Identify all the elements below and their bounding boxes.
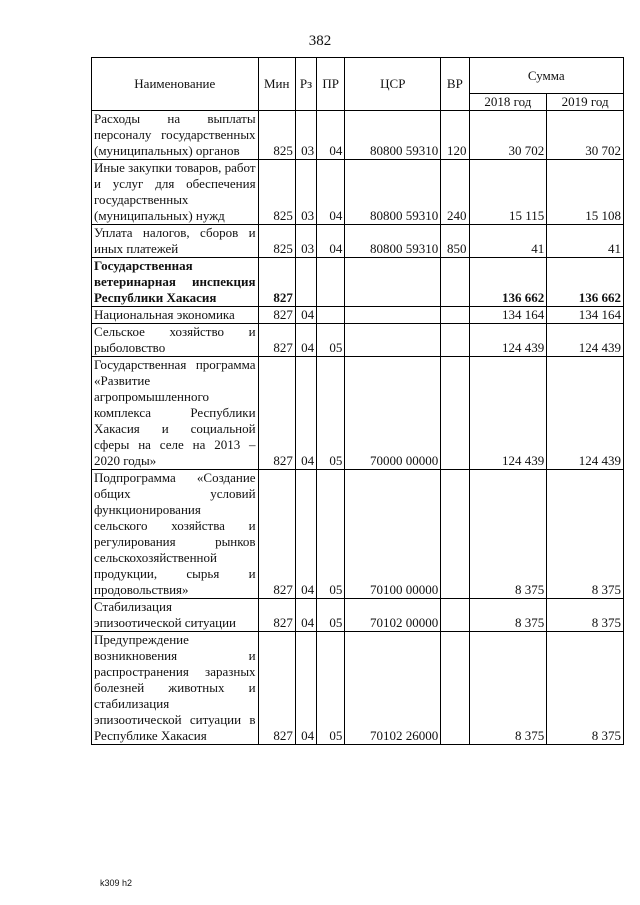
row-sum-2019: 136 662 (547, 258, 624, 307)
row-sum-2018: 15 115 (469, 160, 547, 225)
row-pr: 04 (317, 111, 345, 160)
row-sum-2018: 136 662 (469, 258, 547, 307)
row-pr: 05 (317, 470, 345, 599)
row-min: 825 (258, 111, 295, 160)
row-sum-2018: 8 375 (469, 632, 547, 745)
row-sum-2019: 134 164 (547, 307, 624, 324)
table-row (92, 111, 624, 160)
row-pr: 05 (317, 632, 345, 745)
row-vr (441, 324, 469, 357)
row-sum-2019: 8 375 (547, 470, 624, 599)
header-year-2019: 2019 год (547, 94, 624, 111)
row-rz: 04 (295, 470, 316, 599)
table-row (92, 599, 624, 632)
row-vr: 240 (441, 160, 469, 225)
row-min: 827 (258, 324, 295, 357)
row-csr: 80800 59310 (345, 225, 441, 258)
table-row (92, 258, 624, 307)
row-name: Предупреждение возникновения и распространения заразных болезней животных и стабилизация эпизоотической ситуации в Республике Хакасия (92, 632, 259, 745)
row-pr: 05 (317, 357, 345, 470)
table-row (92, 324, 624, 357)
row-vr: 850 (441, 225, 469, 258)
row-pr: 05 (317, 324, 345, 357)
header-vr: ВР (441, 58, 469, 111)
table-row (92, 307, 624, 324)
row-name: Сельское хозяйство и рыболовство (92, 324, 259, 357)
row-pr: 04 (317, 225, 345, 258)
table-row (92, 225, 624, 258)
row-rz: 04 (295, 307, 316, 324)
table-row (92, 470, 624, 599)
row-rz: 04 (295, 632, 316, 745)
row-rz: 03 (295, 160, 316, 225)
header-rz: Рз (295, 58, 316, 111)
row-min: 827 (258, 258, 295, 307)
row-min: 827 (258, 632, 295, 745)
header-min: Мин (258, 58, 295, 111)
row-sum-2019: 8 375 (547, 599, 624, 632)
header-pr: ПР (317, 58, 345, 111)
row-csr: 80800 59310 (345, 111, 441, 160)
row-sum-2018: 8 375 (469, 599, 547, 632)
row-csr: 70102 26000 (345, 632, 441, 745)
row-vr: 120 (441, 111, 469, 160)
row-min: 825 (258, 160, 295, 225)
row-vr (441, 357, 469, 470)
row-csr (345, 307, 441, 324)
budget-table (91, 57, 624, 745)
row-pr (317, 258, 345, 307)
row-name: Расходы на выплаты персоналу государственных (муниципальных) органов (92, 111, 259, 160)
row-min: 827 (258, 599, 295, 632)
header-year-2018: 2018 год (469, 94, 547, 111)
row-vr (441, 307, 469, 324)
row-sum-2019: 124 439 (547, 357, 624, 470)
table-row (92, 357, 624, 470)
row-min: 827 (258, 357, 295, 470)
row-sum-2018: 41 (469, 225, 547, 258)
row-sum-2019: 30 702 (547, 111, 624, 160)
row-pr: 05 (317, 599, 345, 632)
row-sum-2018: 30 702 (469, 111, 547, 160)
row-vr (441, 470, 469, 599)
row-csr: 70100 00000 (345, 470, 441, 599)
row-vr (441, 599, 469, 632)
header-name: Наименование (92, 58, 259, 111)
table-row (92, 160, 624, 225)
row-name: Иные закупки товаров, работ и услуг для обеспечения государственных (муниципальных) нужд (92, 160, 259, 225)
row-sum-2018: 124 439 (469, 357, 547, 470)
row-min: 825 (258, 225, 295, 258)
row-name: Подпрограмма «Создание общих условий функционирования сельского хозяйства и регулирования рынков сельскохозяйственной продукции, сырья и продовольствия» (92, 470, 259, 599)
row-sum-2018: 8 375 (469, 470, 547, 599)
row-vr (441, 258, 469, 307)
page-number: 382 (308, 33, 332, 49)
row-rz: 04 (295, 599, 316, 632)
row-pr: 04 (317, 160, 345, 225)
row-csr: 70000 00000 (345, 357, 441, 470)
row-rz: 04 (295, 357, 316, 470)
row-name: Уплата налогов, сборов и иных платежей (92, 225, 259, 258)
row-min: 827 (258, 470, 295, 599)
row-pr (317, 307, 345, 324)
row-sum-2018: 134 164 (469, 307, 547, 324)
row-csr (345, 324, 441, 357)
row-sum-2019: 124 439 (547, 324, 624, 357)
row-rz: 03 (295, 225, 316, 258)
table-row (92, 632, 624, 745)
row-csr: 80800 59310 (345, 160, 441, 225)
row-rz: 03 (295, 111, 316, 160)
row-sum-2019: 41 (547, 225, 624, 258)
row-name: Стабилизация эпизоотической ситуации (92, 599, 259, 632)
row-rz (295, 258, 316, 307)
row-name: Государственная программа «Развитие агропромышленного комплекса Республики Хакасия и социальной сферы на селе на 2013 – 2020 годы» (92, 357, 259, 470)
row-csr (345, 258, 441, 307)
row-min: 827 (258, 307, 295, 324)
row-sum-2019: 8 375 (547, 632, 624, 745)
row-vr (441, 632, 469, 745)
row-rz: 04 (295, 324, 316, 357)
row-sum-2018: 124 439 (469, 324, 547, 357)
header-csr: ЦСР (345, 58, 441, 111)
row-name: Национальная экономика (92, 307, 259, 324)
header-sum: Сумма (469, 58, 623, 94)
row-csr: 70102 00000 (345, 599, 441, 632)
row-name: Государственная ветеринарная инспекция Республики Хакасия (92, 258, 259, 307)
footer-code: k309 h2 (100, 878, 133, 888)
row-sum-2019: 15 108 (547, 160, 624, 225)
